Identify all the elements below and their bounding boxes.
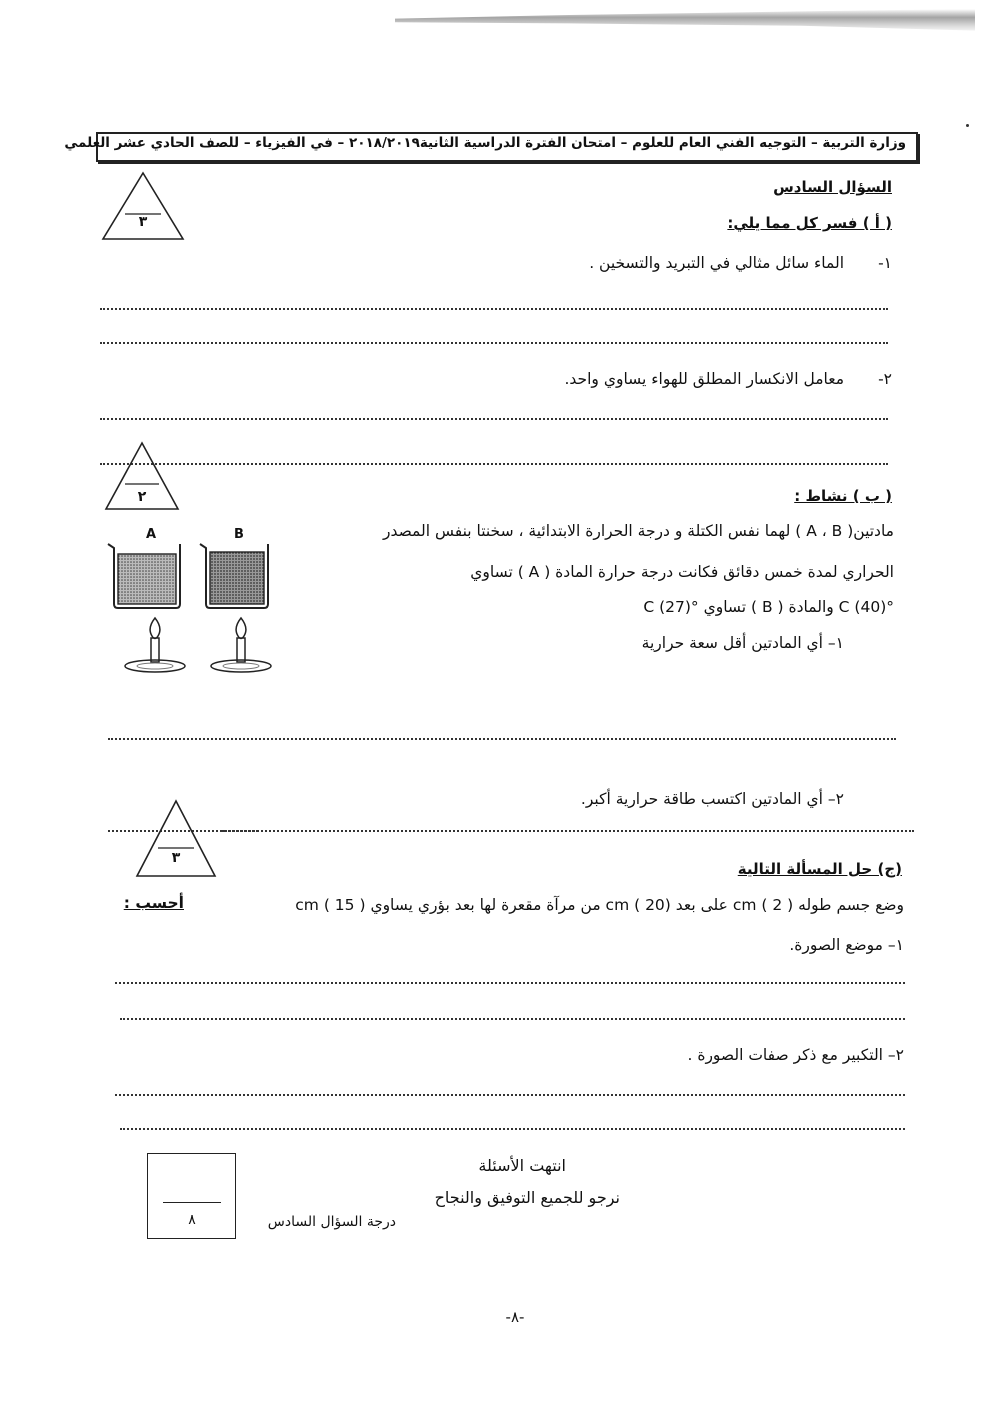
problem-question-2: ٢– التكبير مع ذكر صفات الصورة . [687, 1046, 904, 1064]
score-b: ٢ [137, 489, 147, 505]
part-b-title: ( ب ) نشاط : [794, 487, 892, 505]
beaker-b [200, 544, 268, 608]
answer-line [115, 1094, 905, 1096]
answer-line [120, 1128, 905, 1130]
problem-question-1: ١– موضع الصورة. [789, 936, 904, 954]
grade-total: ٨ [188, 1212, 196, 1228]
answer-line [100, 342, 888, 344]
score-triangle-a [100, 170, 186, 242]
part-a-title: ( أ ) فسر كل مما يلي: [727, 214, 892, 232]
grade-divider [163, 1202, 221, 1203]
answer-line [115, 982, 905, 984]
scan-artifact [395, 9, 975, 33]
grade-label: درجة السؤال السادس [267, 1214, 396, 1230]
page-number: -٨- [505, 1308, 525, 1326]
answer-line [108, 738, 896, 740]
answer-line [100, 308, 888, 310]
activity-question-2: ٢– أي المادتين اكتسب طاقة حرارية أكبر. [580, 790, 844, 808]
burner-b [211, 618, 271, 672]
exam-header: وزارة التربية – التوجيه الفني العام للعلوم – امتحان الفترة الدراسية الثانية٢٠١٨/٢٠١٩ – في الفيزياء – للصف الحادي عشر العلمي [64, 135, 906, 151]
answer-line [100, 463, 888, 465]
activity-line-2: الحراري لمدة خمس دقائق فكانت درجة حرارة المادة ( A ) تساوي [470, 563, 894, 581]
questions-end: انتهت الأسئلة [478, 1156, 566, 1175]
calculate-label: أحسب : [123, 894, 184, 912]
beaker-a [108, 544, 180, 608]
beakers-illustration [100, 528, 290, 680]
burner-a [125, 618, 185, 672]
scan-speck [966, 124, 969, 127]
item-a2-text: معامل الانكسار المطلق للهواء يساوي واحد. [564, 370, 844, 388]
beaker-b-label: B [234, 527, 244, 542]
item-a1-number: ١- [878, 254, 892, 272]
answer-line [222, 830, 914, 832]
answer-line [120, 1018, 905, 1020]
score-a: ٣ [138, 214, 148, 230]
beaker-a-label: A [146, 527, 157, 542]
activity-line-3: °C (40) والمادة ( B ) تساوي °C (27) [643, 598, 894, 616]
part-c-title: (ج) حل المسألة التالية [737, 860, 902, 878]
question-title: السؤال السادس [773, 178, 892, 196]
answer-line [100, 418, 888, 420]
score-triangle-c [134, 798, 218, 880]
item-a1-text: الماء سائل مثالي في التبريد والتسخين . [589, 254, 844, 272]
activity-question-1: ١– أي المادتين أقل سعة حرارية [641, 634, 844, 652]
item-a2-number: ٢- [878, 370, 892, 388]
problem-statement: وضع جسم طوله cm ( 2 ) على بعد cm ( 20) من مرآة مقعرة لها بعد بؤري يساوي cm ( 15 ) [295, 896, 904, 914]
activity-line-1: مادتين( A ، B ) لهما نفس الكتلة و درجة الحرارة الابتدائية ، سخنتا بنفس المصدر [382, 522, 894, 540]
good-luck-message: نرجو للجميع التوفيق والنجاح [434, 1188, 620, 1207]
score-c: ٣ [171, 850, 181, 866]
